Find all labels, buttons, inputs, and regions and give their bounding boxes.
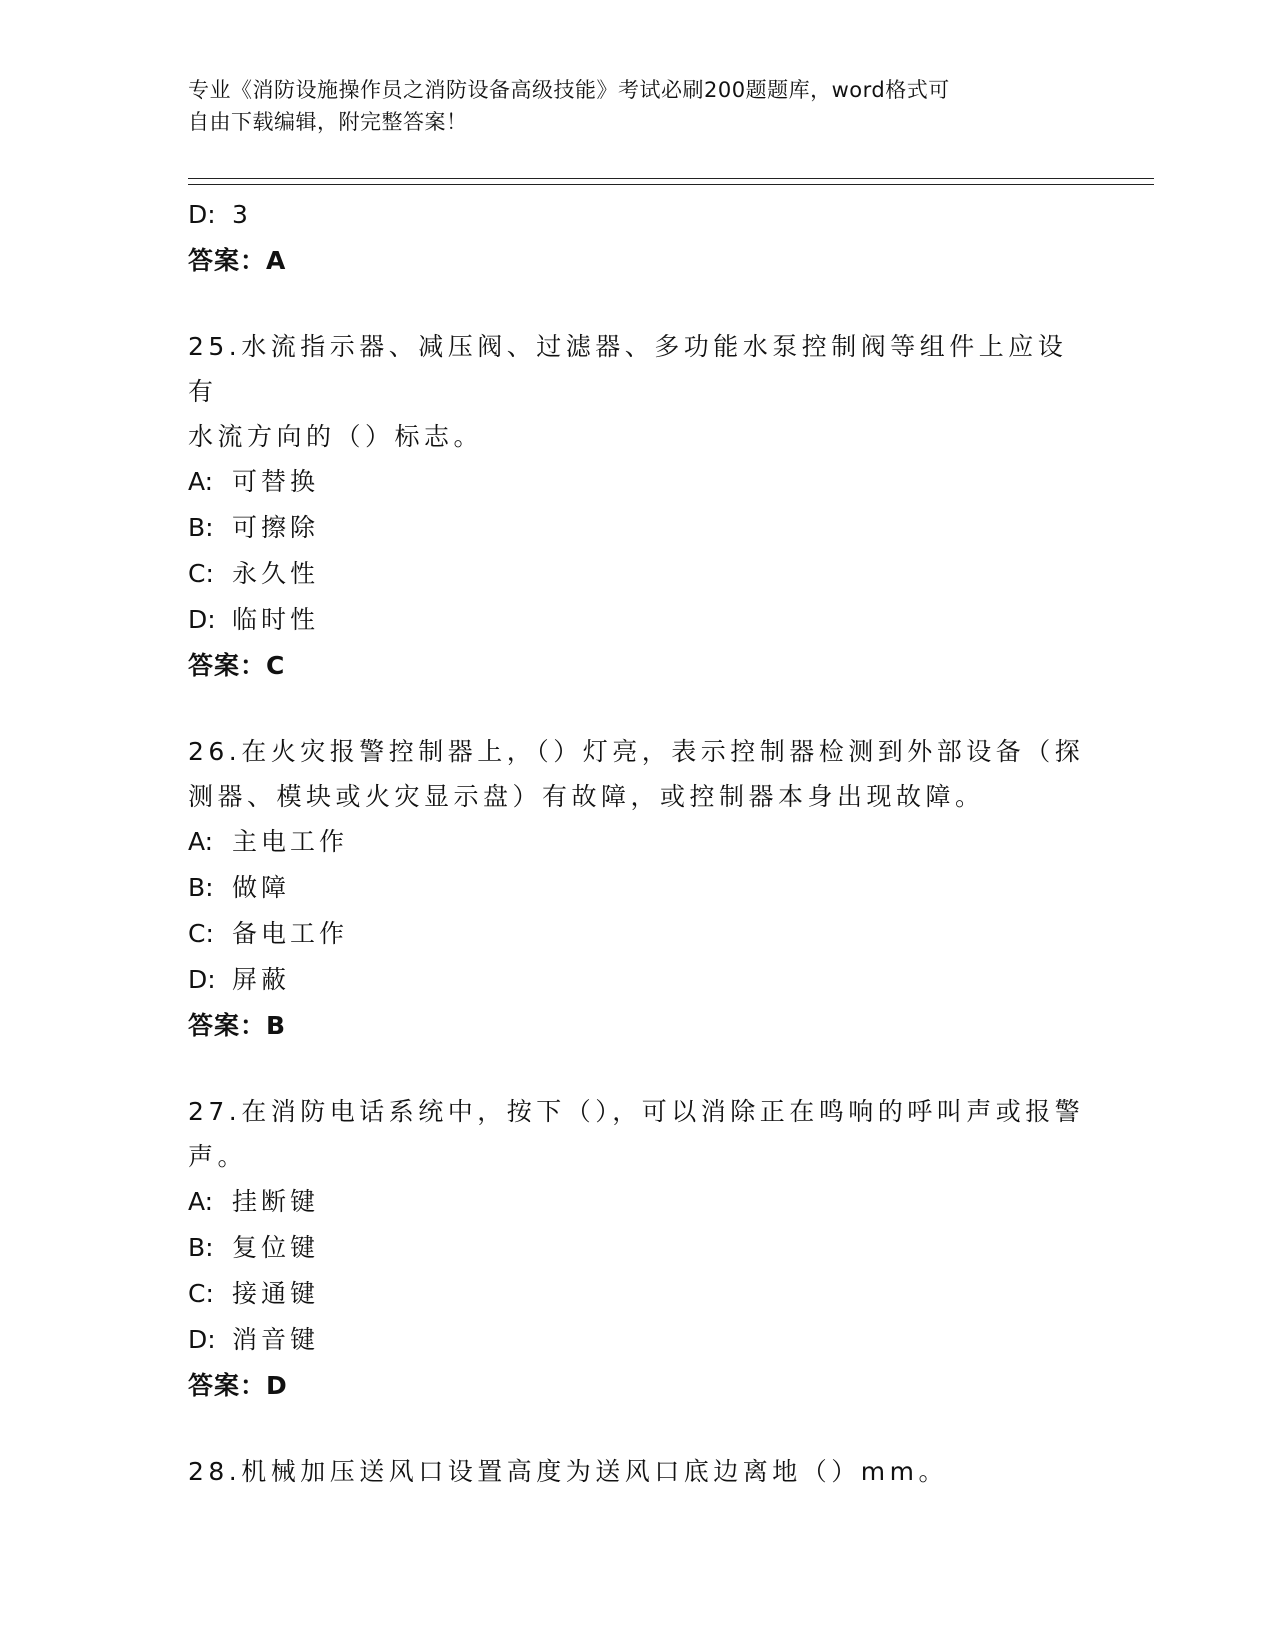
question-text (188, 729, 1088, 819)
option-label: C: (188, 1279, 214, 1308)
option-d (188, 1317, 1088, 1363)
option-text: 3 (232, 200, 252, 229)
document-header (188, 74, 1088, 138)
question-text-line-1: 27.在消防电话系统中，按下（），可以消除正在鸣响的呼叫声或报警 (188, 1097, 1085, 1126)
question-text-line-1: 28.机械加压送风口设置高度为送风口底边离地（）mm。 (188, 1457, 948, 1486)
answer-line: 答案：D (188, 1371, 288, 1400)
question-text (188, 1449, 1088, 1494)
question-block-25 (188, 324, 1088, 689)
question-list (188, 192, 1088, 1494)
question-text-line-1: 25.水流指示器、减压阀、过滤器、多功能水泵控制阀等组件上应设有 (188, 332, 1068, 406)
option-a (188, 1179, 1088, 1225)
option-a (188, 459, 1088, 505)
question-text (188, 324, 1088, 459)
option-text: 临时性 (232, 605, 320, 634)
question-text-line-1: 26.在火灾报警控制器上，（）灯亮，表示控制器检测到外部设备（探 (188, 737, 1085, 766)
option-label: B: (188, 873, 214, 902)
option-b (188, 1225, 1088, 1271)
option-label: B: (188, 513, 214, 542)
option-label: D: (188, 965, 216, 994)
option-text: 挂断键 (232, 1187, 320, 1216)
header-divider-bottom (188, 184, 1154, 185)
option-text: 复位键 (232, 1233, 320, 1262)
header-divider-top (188, 178, 1154, 179)
option-c (188, 1271, 1088, 1317)
option-d (188, 957, 1088, 1003)
option-label: C: (188, 919, 214, 948)
option-b (188, 505, 1088, 551)
option-c (188, 551, 1088, 597)
option-label: D: (188, 200, 216, 229)
option-text: 做障 (232, 873, 291, 902)
option-text: 屏蔽 (232, 965, 291, 994)
option-text: 消音键 (232, 1325, 320, 1354)
option-text: 可擦除 (232, 513, 320, 542)
answer-line: 答案：A (188, 246, 287, 275)
option-text: 永久性 (232, 559, 320, 588)
answer-line: 答案：B (188, 1011, 287, 1040)
option-c (188, 911, 1088, 957)
question-block-27 (188, 1089, 1088, 1409)
previous-question-tail (188, 192, 1088, 284)
option-text: 可替换 (232, 467, 320, 496)
option-label: B: (188, 1233, 214, 1262)
option-label: C: (188, 559, 214, 588)
header-title-line-1: 专业《消防设施操作员之消防设备高级技能》考试必刷200题题库，word格式可 (188, 78, 950, 102)
option-label: D: (188, 1325, 216, 1354)
question-block-28 (188, 1449, 1088, 1494)
option-text: 备电工作 (232, 919, 349, 948)
option-a (188, 819, 1088, 865)
question-text (188, 1089, 1088, 1179)
option-label: A: (188, 827, 214, 856)
header-title-line-2: 自由下载编辑，附完整答案！ (188, 110, 468, 134)
option-text: 主电工作 (232, 827, 349, 856)
question-text-line-2: 测器、模块或火灾显示盘）有故障，或控制器本身出现故障。 (188, 782, 985, 811)
option-label: A: (188, 467, 214, 496)
option-b (188, 865, 1088, 911)
option-label: A: (188, 1187, 214, 1216)
option-d (188, 597, 1088, 643)
option-d (188, 192, 1088, 238)
answer-line: 答案：C (188, 651, 286, 680)
option-label: D: (188, 605, 216, 634)
option-text: 接通键 (232, 1279, 320, 1308)
question-block-26 (188, 729, 1088, 1049)
question-text-line-2: 水流方向的（）标志。 (188, 422, 484, 451)
question-text-line-2: 声。 (188, 1142, 248, 1171)
